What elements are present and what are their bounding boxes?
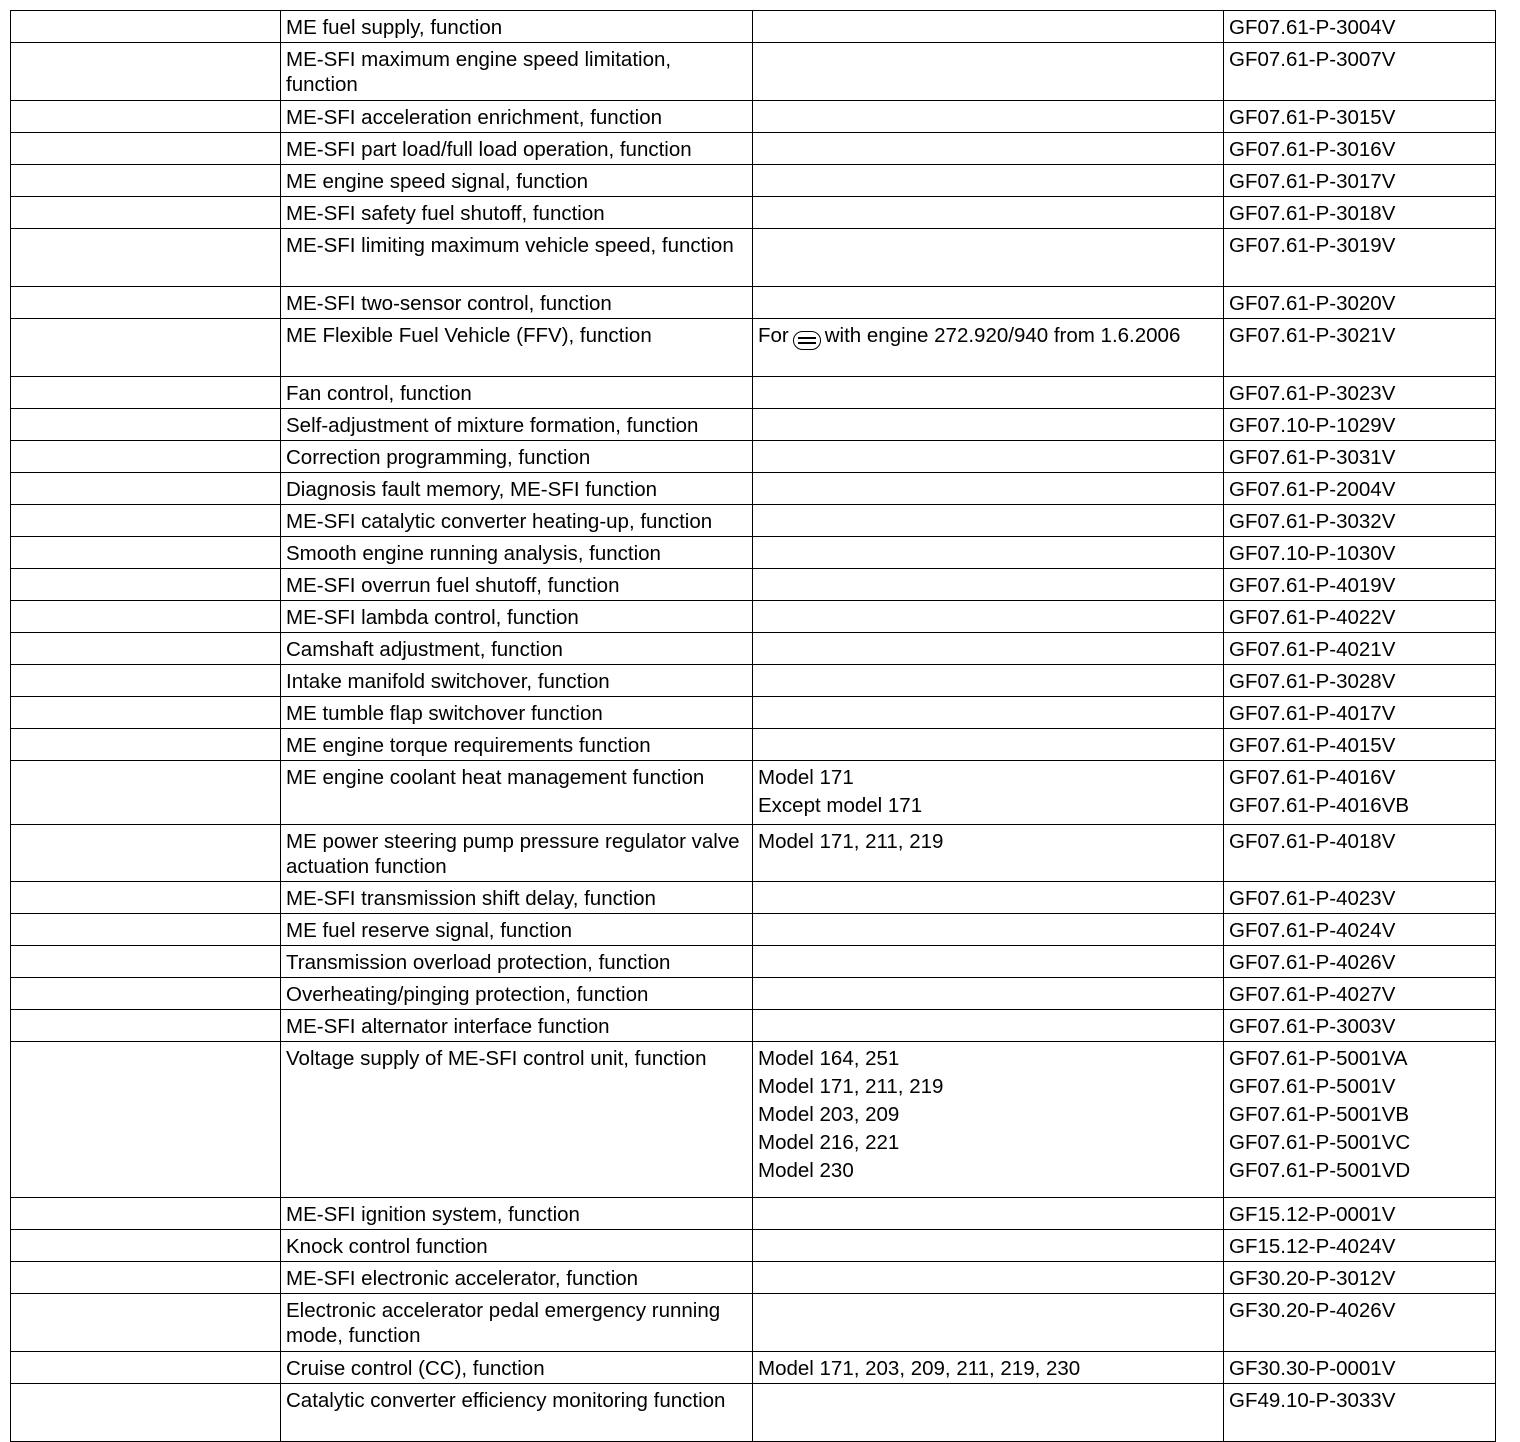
function-cell: Self-adjustment of mixture formation, function <box>281 409 753 441</box>
blank-cell <box>11 133 281 165</box>
table-row <box>11 946 1496 978</box>
condition-cell <box>753 287 1224 319</box>
condition-cell <box>753 729 1224 761</box>
function-cell: Voltage supply of ME-SFI control unit, function <box>281 1042 753 1198</box>
blank-cell <box>11 409 281 441</box>
table-row <box>11 697 1496 729</box>
function-cell: ME-SFI acceleration enrichment, function <box>281 101 753 133</box>
table-row <box>11 11 1496 43</box>
blank-cell <box>11 633 281 665</box>
table-row <box>11 1042 1496 1198</box>
document-code-cell: GF07.61-P-4022V <box>1224 601 1496 633</box>
condition-cell <box>753 1230 1224 1262</box>
document-code-cell: GF07.61-P-4024V <box>1224 914 1496 946</box>
blank-cell <box>11 197 281 229</box>
condition-cell <box>753 473 1224 505</box>
condition-cell <box>753 1198 1224 1230</box>
blank-cell <box>11 697 281 729</box>
document-code-line: GF07.61-P-4016VB <box>1229 794 1410 817</box>
document-code-cell <box>1224 761 1496 825</box>
condition-suffix: with engine 272.920/940 from 1.6.2006 <box>824 324 1181 347</box>
table-row <box>11 441 1496 473</box>
condition-line: Model 171, 211, 219 <box>758 1075 944 1098</box>
table-row <box>11 1230 1496 1262</box>
condition-cell <box>753 441 1224 473</box>
blank-cell <box>11 1262 281 1294</box>
condition-cell <box>753 697 1224 729</box>
condition-cell <box>753 133 1224 165</box>
document-code-line: GF07.61-P-5001VC <box>1229 1131 1411 1154</box>
document-code-cell: GF30.20-P-4026V <box>1224 1294 1496 1352</box>
condition-cell <box>753 914 1224 946</box>
condition-cell <box>753 197 1224 229</box>
table-row <box>11 601 1496 633</box>
condition-cell <box>753 101 1224 133</box>
table-row <box>11 1198 1496 1230</box>
condition-cell <box>753 409 1224 441</box>
document-code-cell: GF07.61-P-3031V <box>1224 441 1496 473</box>
condition-line: Model 230 <box>758 1159 854 1182</box>
condition-cell <box>753 537 1224 569</box>
blank-cell <box>11 1010 281 1042</box>
condition-line: Model 164, 251 <box>758 1047 900 1070</box>
blank-cell <box>11 761 281 825</box>
table-row <box>11 914 1496 946</box>
condition-line: Except model 171 <box>758 794 923 817</box>
function-cell: Smooth engine running analysis, function <box>281 537 753 569</box>
function-cell: ME engine torque requirements function <box>281 729 753 761</box>
condition-cell <box>753 882 1224 914</box>
table-row <box>11 197 1496 229</box>
document-code-cell: GF07.61-P-3021V <box>1224 319 1496 377</box>
blank-cell <box>11 377 281 409</box>
function-cell: ME Flexible Fuel Vehicle (FFV), function <box>281 319 753 377</box>
blank-cell <box>11 537 281 569</box>
blank-cell <box>11 1198 281 1230</box>
blank-cell <box>11 287 281 319</box>
document-code-line: GF07.61-P-4016V <box>1229 766 1396 789</box>
table-row <box>11 1262 1496 1294</box>
condition-cell <box>753 1294 1224 1352</box>
condition-cell <box>753 229 1224 287</box>
blank-cell <box>11 505 281 537</box>
document-code-cell: GF07.61-P-2004V <box>1224 473 1496 505</box>
document-code-cell: GF07.61-P-3028V <box>1224 665 1496 697</box>
table-row <box>11 133 1496 165</box>
function-cell: ME-SFI safety fuel shutoff, function <box>281 197 753 229</box>
table-row <box>11 1384 1496 1442</box>
function-cell: ME-SFI overrun fuel shutoff, function <box>281 569 753 601</box>
document-code-line: GF07.61-P-5001VD <box>1229 1159 1411 1182</box>
document-code-cell: GF07.61-P-3023V <box>1224 377 1496 409</box>
function-cell: ME-SFI catalytic converter heating-up, function <box>281 505 753 537</box>
condition-cell <box>753 1384 1224 1442</box>
blank-cell <box>11 229 281 287</box>
function-cell: Fan control, function <box>281 377 753 409</box>
function-cell: Overheating/pinging protection, function <box>281 978 753 1010</box>
table-row <box>11 1294 1496 1352</box>
table-row <box>11 761 1496 825</box>
function-cell: ME-SFI two-sensor control, function <box>281 287 753 319</box>
document-code-cell: GF07.10-P-1029V <box>1224 409 1496 441</box>
table-row <box>11 473 1496 505</box>
document-code-cell: GF07.61-P-3003V <box>1224 1010 1496 1042</box>
condition-cell <box>753 1042 1224 1198</box>
function-cell: Transmission overload protection, function <box>281 946 753 978</box>
blank-cell <box>11 914 281 946</box>
condition-cell <box>753 319 1224 377</box>
document-code-cell: GF07.61-P-3015V <box>1224 101 1496 133</box>
document-code-cell: GF07.61-P-4023V <box>1224 882 1496 914</box>
table-row <box>11 101 1496 133</box>
function-cell: Intake manifold switchover, function <box>281 665 753 697</box>
document-code-cell: GF07.61-P-4017V <box>1224 697 1496 729</box>
function-cell: ME-SFI ignition system, function <box>281 1198 753 1230</box>
document-code-cell: GF07.61-P-3016V <box>1224 133 1496 165</box>
table-row <box>11 287 1496 319</box>
condition-cell: Model 171, 203, 209, 211, 219, 230 <box>753 1352 1224 1384</box>
function-cell: Cruise control (CC), function <box>281 1352 753 1384</box>
function-cell: ME-SFI maximum engine speed limitation, function <box>281 43 753 101</box>
blank-cell <box>11 665 281 697</box>
document-code-cell: GF30.20-P-3012V <box>1224 1262 1496 1294</box>
blank-cell <box>11 43 281 101</box>
document-code-line: GF07.61-P-5001VA <box>1229 1047 1408 1070</box>
document-code-cell: GF15.12-P-4024V <box>1224 1230 1496 1262</box>
function-cell: ME fuel reserve signal, function <box>281 914 753 946</box>
condition-cell: Model 171, 211, 219 <box>753 825 1224 882</box>
condition-line: Model 171 <box>758 766 854 789</box>
condition-cell <box>753 377 1224 409</box>
function-cell: Diagnosis fault memory, ME-SFI function <box>281 473 753 505</box>
function-cell: Knock control function <box>281 1230 753 1262</box>
blank-cell <box>11 101 281 133</box>
table-row <box>11 633 1496 665</box>
blank-cell <box>11 1230 281 1262</box>
blank-cell <box>11 319 281 377</box>
document-code-cell <box>1224 1042 1496 1198</box>
table-row <box>11 665 1496 697</box>
blank-cell <box>11 165 281 197</box>
document-code-cell: GF07.61-P-4026V <box>1224 946 1496 978</box>
blank-cell <box>11 882 281 914</box>
document-code-cell: GF07.61-P-3019V <box>1224 229 1496 287</box>
function-cell: ME engine speed signal, function <box>281 165 753 197</box>
function-cell: Camshaft adjustment, function <box>281 633 753 665</box>
document-code-line: GF07.61-P-5001VB <box>1229 1103 1410 1126</box>
table-row <box>11 729 1496 761</box>
condition-cell <box>753 43 1224 101</box>
function-cell: Electronic accelerator pedal emergency running mode, function <box>281 1294 753 1352</box>
condition-line: Model 203, 209 <box>758 1103 900 1126</box>
table-row <box>11 409 1496 441</box>
blank-cell <box>11 1042 281 1198</box>
function-cell: ME-SFI part load/full load operation, function <box>281 133 753 165</box>
table-row <box>11 43 1496 101</box>
function-cell: ME engine coolant heat management function <box>281 761 753 825</box>
blank-cell <box>11 946 281 978</box>
blank-cell <box>11 11 281 43</box>
table-row <box>11 882 1496 914</box>
blank-cell <box>11 825 281 882</box>
function-cell: Catalytic converter efficiency monitoring function <box>281 1384 753 1442</box>
document-code-cell: GF15.12-P-0001V <box>1224 1198 1496 1230</box>
blank-cell <box>11 729 281 761</box>
function-cell: ME-SFI limiting maximum vehicle speed, function <box>281 229 753 287</box>
condition-cell <box>753 569 1224 601</box>
function-reference-table <box>10 10 1496 1442</box>
table-row <box>11 537 1496 569</box>
blank-cell <box>11 569 281 601</box>
condition-cell <box>753 505 1224 537</box>
function-cell: ME-SFI lambda control, function <box>281 601 753 633</box>
document-code-cell: GF07.61-P-4019V <box>1224 569 1496 601</box>
table-row <box>11 319 1496 377</box>
table-row <box>11 1352 1496 1384</box>
blank-cell <box>11 441 281 473</box>
document-code-cell: GF07.61-P-3020V <box>1224 287 1496 319</box>
condition-cell <box>753 761 1224 825</box>
usa-icon <box>793 331 821 350</box>
condition-line: Model 216, 221 <box>758 1131 900 1154</box>
blank-cell <box>11 473 281 505</box>
blank-cell <box>11 978 281 1010</box>
table-row <box>11 505 1496 537</box>
document-code-cell: GF07.61-P-3018V <box>1224 197 1496 229</box>
blank-cell <box>11 601 281 633</box>
blank-cell <box>11 1384 281 1442</box>
table-row <box>11 229 1496 287</box>
document-code-cell: GF07.61-P-3004V <box>1224 11 1496 43</box>
document-code-cell: GF30.30-P-0001V <box>1224 1352 1496 1384</box>
function-cell: ME tumble flap switchover function <box>281 697 753 729</box>
table-row <box>11 377 1496 409</box>
table-row <box>11 978 1496 1010</box>
condition-cell <box>753 11 1224 43</box>
condition-cell <box>753 946 1224 978</box>
table-row <box>11 825 1496 882</box>
document-code-cell: GF07.61-P-3032V <box>1224 505 1496 537</box>
function-cell: ME-SFI transmission shift delay, function <box>281 882 753 914</box>
function-cell: ME power steering pump pressure regulator valve actuation function <box>281 825 753 882</box>
function-cell: ME-SFI alternator interface function <box>281 1010 753 1042</box>
condition-prefix: For <box>758 324 789 347</box>
document-code-cell: GF07.61-P-3007V <box>1224 43 1496 101</box>
table-row <box>11 1010 1496 1042</box>
condition-cell <box>753 601 1224 633</box>
document-code-cell: GF07.10-P-1030V <box>1224 537 1496 569</box>
condition-cell <box>753 1010 1224 1042</box>
document-code-line: GF07.61-P-5001V <box>1229 1075 1396 1098</box>
document-code-cell: GF07.61-P-4018V <box>1224 825 1496 882</box>
document-code-cell: GF49.10-P-3033V <box>1224 1384 1496 1442</box>
blank-cell <box>11 1352 281 1384</box>
blank-cell <box>11 1294 281 1352</box>
document-code-cell: GF07.61-P-4015V <box>1224 729 1496 761</box>
document-code-cell: GF07.61-P-4027V <box>1224 978 1496 1010</box>
table-row <box>11 165 1496 197</box>
function-cell: ME-SFI electronic accelerator, function <box>281 1262 753 1294</box>
condition-cell <box>753 978 1224 1010</box>
condition-cell <box>753 665 1224 697</box>
function-cell: Correction programming, function <box>281 441 753 473</box>
table-row <box>11 569 1496 601</box>
condition-cell <box>753 633 1224 665</box>
condition-cell <box>753 1262 1224 1294</box>
document-code-cell: GF07.61-P-4021V <box>1224 633 1496 665</box>
condition-cell <box>753 165 1224 197</box>
function-cell: ME fuel supply, function <box>281 11 753 43</box>
document-code-cell: GF07.61-P-3017V <box>1224 165 1496 197</box>
